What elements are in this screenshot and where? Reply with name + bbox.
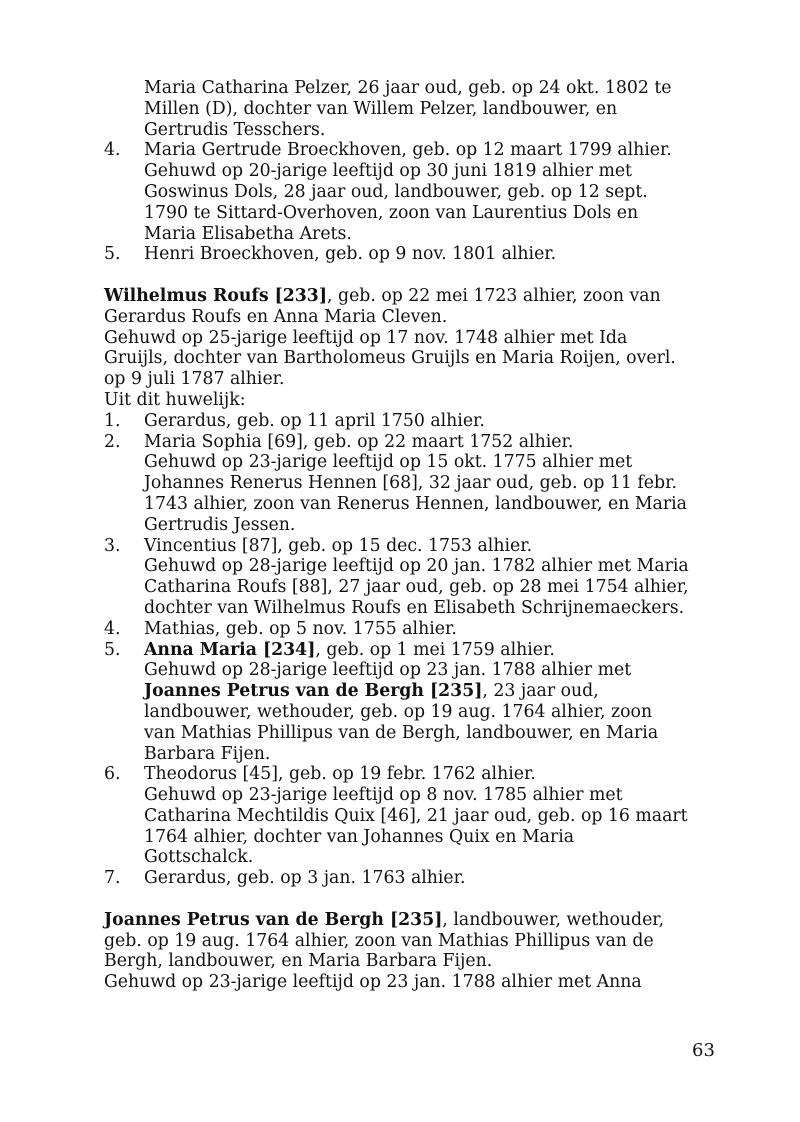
line-text: 1743 alhier, zoon van Renerus Hennen, landbouwer, en Maria: [144, 493, 687, 514]
line-text: geb. op 19 aug. 1764 alhier, zoon van Mathias Phillipus van de: [104, 930, 654, 951]
line-text: Gerardus, geb. op 3 jan. 1763 alhier.: [144, 868, 466, 889]
text-line: [104, 120, 724, 141]
text-line: [104, 972, 724, 993]
list-number: 2.: [104, 431, 121, 452]
line-text: Bergh, landbouwer, en Maria Barbara Fijen.: [104, 951, 493, 972]
text-line: [104, 868, 724, 889]
line-text: Gerardus, geb. op 11 april 1750 alhier.: [144, 410, 485, 431]
person-name: Joannes Petrus van de Bergh [235]: [144, 681, 483, 702]
text-line: [104, 161, 724, 182]
list-number: 5.: [104, 639, 121, 660]
text-line: [104, 847, 724, 868]
line-text: Vincentius [87], geb. op 15 dec. 1753 alhier.: [144, 535, 533, 556]
person-name: Joannes Petrus van de Bergh [235]: [104, 909, 443, 930]
line-text: , landbouwer, wethouder,: [442, 909, 665, 930]
line-text: Gehuwd op 23-jarige leeftijd op 23 jan. 1788 alhier met Anna: [104, 972, 642, 993]
line-text: Johannes Renerus Hennen [68], 32 jaar oud, geb. op 11 febr.: [144, 473, 677, 494]
line-text: Gerardus Roufs en Anna Maria Cleven.: [104, 306, 448, 327]
text-line: [104, 494, 724, 515]
list-number: 6.: [104, 764, 121, 785]
line-text: Gehuwd op 23-jarige leeftijd op 15 okt. 1775 alhier met: [144, 452, 633, 473]
line-text: 1764 alhier, dochter van Johannes Quix en Maria: [144, 826, 575, 847]
text-line: [104, 640, 724, 661]
line-text: Gehuwd op 25-jarige leeftijd op 17 nov. 1748 alhier met Ida: [104, 327, 628, 348]
text-line: [104, 411, 724, 432]
line-text: Catharina Mechtildis Quix [46], 21 jaar oud, geb. op 16 maart: [144, 805, 688, 826]
text-line: [104, 827, 724, 848]
line-text: Barbara Fijen.: [144, 743, 271, 764]
list-number: 4.: [104, 618, 121, 639]
line-text: Maria Elisabetha Arets.: [144, 223, 352, 244]
text-line: [104, 619, 724, 640]
line-text: Gehuwd op 20-jarige leeftijd op 30 juni 1819 alhier met: [144, 161, 633, 182]
line-text: Maria Gertrude Broeckhoven, geb. op 12 maart 1799 alhier.: [144, 140, 672, 161]
genealogy-text: [104, 78, 724, 993]
text-line: [104, 286, 724, 307]
text-line: [104, 598, 724, 619]
text-line: [104, 556, 724, 577]
text-line: [104, 328, 724, 349]
text-line: [104, 764, 724, 785]
text-line: [104, 723, 724, 744]
line-text: Gottschalck.: [144, 847, 254, 868]
line-text: Maria Catharina Pelzer, 26 jaar oud, geb. op 24 okt. 1802 te: [144, 78, 672, 98]
text-line: [104, 515, 724, 536]
line-text: 1790 te Sittard-Overhoven, zoon van Laurentius Dols en: [144, 202, 639, 223]
line-text: Gertrudis Tesschers.: [144, 119, 326, 140]
line-text: Gehuwd op 28-jarige leeftijd op 20 jan. 1782 alhier met Maria: [144, 556, 689, 577]
page-number: 63: [692, 1040, 715, 1061]
text-line: [104, 452, 724, 473]
line-text: Catharina Roufs [88], 27 jaar oud, geb. op 28 mei 1754 alhier,: [144, 577, 689, 598]
text-line: [104, 182, 724, 203]
line-text: landbouwer, wethouder, geb. op 19 aug. 1764 alhier, zoon: [144, 701, 653, 722]
person-name: Anna Maria [234]: [144, 639, 316, 660]
line-text: Uit dit huwelijk:: [104, 389, 246, 410]
list-number: 7.: [104, 868, 121, 889]
line-text: Millen (D), dochter van Willem Pelzer, landbouwer, en: [144, 98, 618, 119]
line-text: , 23 jaar oud,: [482, 681, 599, 702]
line-text: Henri Broeckhoven, geb. op 9 nov. 1801 alhier.: [144, 244, 557, 265]
line-text: Gehuwd op 28-jarige leeftijd op 23 jan. 1788 alhier met: [144, 660, 632, 681]
text-line: [104, 910, 724, 931]
line-text: dochter van Wilhelmus Roufs en Elisabeth Schrijnemaeckers.: [144, 597, 685, 618]
text-line: [104, 660, 724, 681]
text-line: [104, 473, 724, 494]
line-text: Mathias, geb. op 5 nov. 1755 alhier.: [144, 618, 457, 639]
text-line: [104, 369, 724, 390]
text-line: [104, 536, 724, 557]
text-line: [104, 702, 724, 723]
text-line: [104, 806, 724, 827]
line-text: Gertrudis Jessen.: [144, 514, 296, 535]
text-line: [104, 244, 724, 265]
paragraph-gap: [104, 265, 724, 286]
line-text: Theodorus [45], geb. op 19 febr. 1762 alhier.: [144, 764, 536, 785]
paragraph-gap: [104, 889, 724, 910]
text-line: [104, 744, 724, 765]
list-number: 3.: [104, 535, 121, 556]
line-text: , geb. op 22 mei 1723 alhier, zoon van: [327, 285, 661, 306]
text-line: [104, 785, 724, 806]
text-line: [104, 224, 724, 245]
line-text: Gruijls, dochter van Bartholomeus Gruijls en Maria Roijen, overl.: [104, 348, 676, 369]
text-line: [104, 140, 724, 161]
text-line: [104, 78, 724, 99]
line-text: op 9 juli 1787 alhier.: [104, 369, 285, 390]
line-text: , geb. op 1 mei 1759 alhier.: [315, 639, 555, 660]
text-line: [104, 307, 724, 328]
text-line: [104, 577, 724, 598]
line-text: van Mathias Phillipus van de Bergh, landbouwer, en Maria: [144, 722, 659, 743]
line-text: Gehuwd op 23-jarige leeftijd op 8 nov. 1785 alhier met: [144, 785, 623, 806]
text-line: [104, 951, 724, 972]
list-number: 1.: [104, 410, 121, 431]
text-line: [104, 203, 724, 224]
text-line: [104, 432, 724, 453]
line-text: Goswinus Dols, 28 jaar oud, landbouwer, geb. op 12 sept.: [144, 181, 648, 202]
text-line: [104, 390, 724, 411]
person-name: Wilhelmus Roufs [233]: [104, 285, 328, 306]
list-number: 5.: [104, 244, 121, 265]
text-line: [104, 348, 724, 369]
line-text: Maria Sophia [69], geb. op 22 maart 1752 alhier.: [144, 431, 574, 452]
text-line: [104, 99, 724, 120]
text-line: [104, 931, 724, 952]
list-number: 4.: [104, 140, 121, 161]
text-line: [104, 681, 724, 702]
